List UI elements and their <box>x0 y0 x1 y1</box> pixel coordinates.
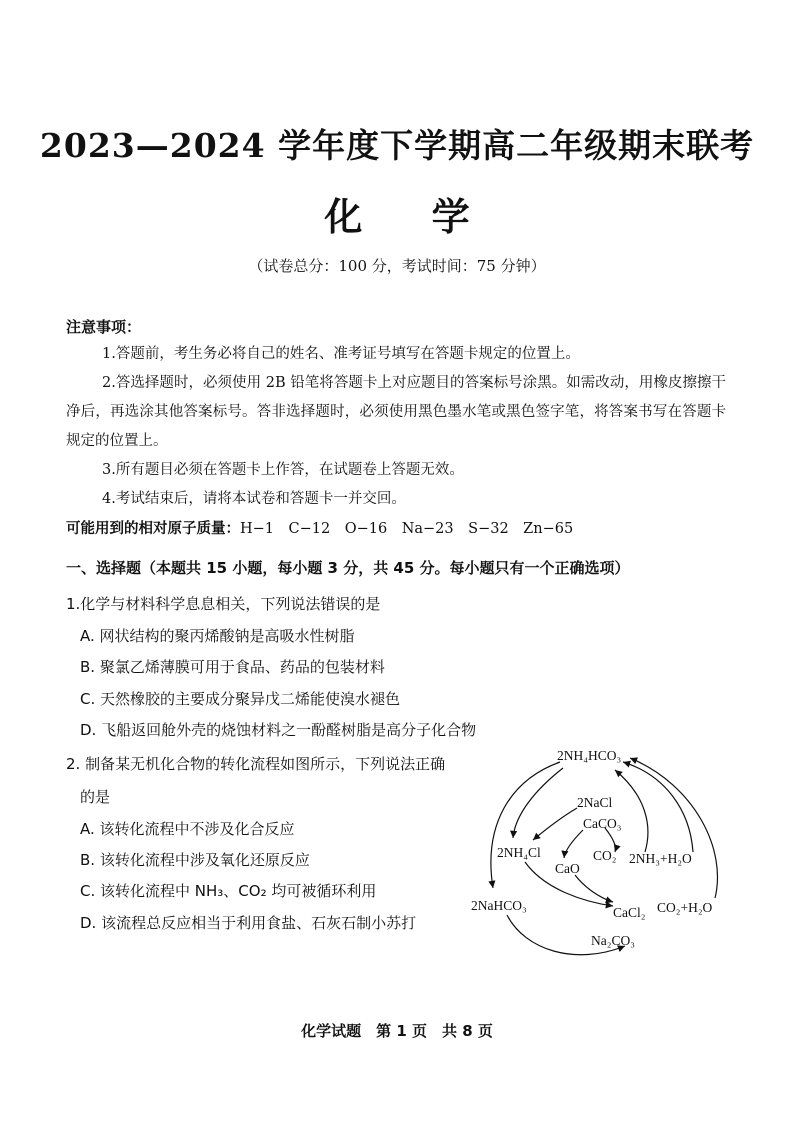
arrow-caco3-to-cao <box>564 830 583 858</box>
arrow-nh4hco3-to-nh4cl <box>513 768 563 838</box>
label-co2-h2o: CO₂+H₂O <box>657 900 713 915</box>
notice-item: 1.答题前，考生务必将自己的姓名、准考证号填写在答题卡规定的位置上。 <box>102 346 580 362</box>
label-co2: CO₂ <box>593 848 617 863</box>
atomic-masses <box>66 517 573 538</box>
question-2-stem-cont: 的是 <box>80 788 111 806</box>
section-heading: 一、选择题（本题共 15 小题，每小题 3 分，共 45 分。每小题只有一个正确选项） <box>66 559 630 577</box>
question-2-option-a: A. 该转化流程中不涉及化合反应 <box>80 820 295 838</box>
question-1-stem: 1.化学与材料科学息息相关，下列说法错误的是 <box>66 595 381 613</box>
atomic-masses-label: 可能用到的相对原子质量： <box>66 521 240 537</box>
arrow-nh4hco3-to-nahco3 <box>491 762 560 888</box>
page-footer: 化学试题 第 1 页 共 8 页 <box>301 1022 493 1040</box>
question-1-option-b: B. 聚氯乙烯薄膜可用于食品、药品的包装材料 <box>80 658 385 676</box>
label-nh4hco3: 2NH₄HCO₃ <box>557 748 622 763</box>
arrow-nh3-to-nh4hco3 <box>623 762 693 852</box>
label-caco3: CaCO₃ <box>583 816 622 831</box>
exam-info: （试卷总分：100 分，考试时间：75 分钟） <box>248 257 546 275</box>
label-na2co3: Na₂CO₃ <box>591 933 635 948</box>
label-nahco3: 2NaHCO₃ <box>471 898 527 913</box>
arrow-nacl-to-nh4cl <box>533 808 577 840</box>
arrow-co2-to-nh4hco3 <box>615 770 648 852</box>
question-1-option-c: C. 天然橡胶的主要成分聚异戊二烯能使溴水褪色 <box>80 690 401 708</box>
notice-item: 4.考试结束后，请将本试卷和答题卡一并交回。 <box>102 491 406 507</box>
notice-item: 2.答选择题时，必须使用 2B 铅笔将答题卡上对应题目的答案标号涂黑。如需改动，用橡皮擦擦干净后，再选涂其他答案标号。答非选择题时，必须使用黑色墨水笔或黑色签字笔，将答案书写在答题卡规定的位置上。 <box>66 375 726 449</box>
label-nacl: 2NaCl <box>577 795 613 810</box>
arrow-cao-to-cacl2 <box>575 875 613 902</box>
subject-title: 化 学 <box>324 194 498 239</box>
label-nh3-h2o: 2NH₃+H₂O <box>629 851 692 866</box>
question-1-option-d: D. 飞船返回舱外壳的烧蚀材料之一酚醛树脂是高分子化合物 <box>80 721 477 739</box>
label-nh4cl: 2NH₄Cl <box>497 845 541 860</box>
atomic-masses-values: H−1 C−12 O−16 Na−23 S−32 Zn−65 <box>240 521 574 537</box>
notice-heading: 注意事项： <box>66 318 142 336</box>
question-2-option-b: B. 该转化流程中涉及氧化还原反应 <box>80 851 310 869</box>
exam-title: 2023—2024 学年度下学期高二年级期末联考 <box>39 126 755 165</box>
question-2-stem: 2. 制备某无机化合物的转化流程如图所示，下列说法正确 <box>66 755 446 773</box>
notice-item: 3.所有题目必须在答题卡上作答，在试题卷上答题无效。 <box>102 462 464 478</box>
conversion-flow-diagram <box>465 740 735 975</box>
arrow-co2h2o-to-nh4hco3 <box>630 758 717 898</box>
label-cacl2: CaCl₂ <box>613 905 646 920</box>
label-cao: CaO <box>555 861 580 876</box>
question-2-option-c: C. 该转化流程中 NH₃、CO₂ 均可被循环利用 <box>80 882 377 900</box>
question-2-option-d: D. 该流程总反应相当于利用食盐、石灰石制小苏打 <box>80 914 417 932</box>
question-1-option-a: A. 网状结构的聚丙烯酸钠是高吸水性树脂 <box>80 627 355 645</box>
